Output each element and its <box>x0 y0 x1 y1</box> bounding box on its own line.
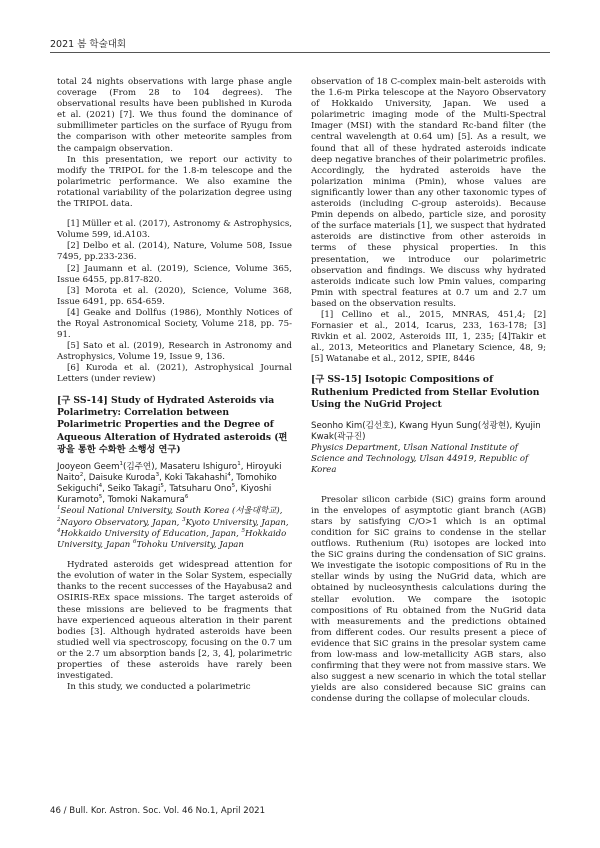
reference-2: [2] Delbo et al. (2014), Nature, Volume 508, Issue 7495, pp.233-236. <box>57 241 292 263</box>
header-rule <box>50 52 550 53</box>
author: Kiyoshi Kuramoto <box>57 483 272 506</box>
reference-5: [4] Geake and Dollfus (1986), Monthly Notices of the Royal Astronomical Society, Volume 218, pp. 75-91. <box>57 307 292 341</box>
affiliations-ss14: $^1$Seoul National University, South Korea (서울대학교), $^2$Nayoro Observatory, Japan, $^3$Kyoto University, Japan, $^4$Hokkaido University of Education, Japan, $^5$Hokkaido University, Japan $^6$Tohoku University, Japan <box>57 505 289 550</box>
references-ss14: [1] Cellino et al., 2015, MNRAS, 451,4; [2] Fornasier et al., 2014, Icarus, 233, 163-178; [3] Rivkin et al. 2002, Asteroids III, 1, 235; [4]Takir et al., 2013, Meteoritics and Planetary Science, 48, 9; [5] Watanabe et al., 2012, SPIE, 8446 <box>311 309 546 365</box>
reference-1: [1] Müller et al. (2017), Astronomy & Astrophysics, Volume 599, id.A103. <box>57 219 292 241</box>
author: Seiko Takagi <box>107 483 161 494</box>
reference-4: [3] Morota et al. (2020), Science, Volume 368, Issue 6491, pp. 654-659. <box>57 285 292 307</box>
abstract-continuation: observation of 18 C-complex main-belt asteroids with the 1.6-m Pirka telescope at the Nayoro Observatory of Hokkaido University, Japan. We used a polarimetric imaging mode of the Multi-Spectral Imager (MSI) with the standard Rc-band filter (the central wavelength at 0.64 um) [5]. As a result, we found that all of these hydrated asteroids indicate deep negative branches of their polarimetric profiles. Accordingly, the hydrated asteroids have the polarization minima (Pmin), whose values are significantly lower than any other taxonomic types of asteroids (including C-group asteroids). Because Pmin depends on albedo, particle size, and porosity of the surface materials [1], we suspect that hydrated asteroids are distinctive from other asteroids in terms of these physical properties. In this presentation, we introduce our polarimetric observation and findings. We discuss why hydrated asteroids indicate such low Pmin values, comparing Pmin with spectral features at 0.7 um and 2.7 um based on the observation results. <box>311 77 546 309</box>
right-column <box>311 77 546 705</box>
affiliation-ss15: Physics Department, Ulsan National Institute of Science and Technology, Ulsan 44919, Republic of Korea <box>311 443 529 476</box>
abstract-paragraph-2: In this study, we conducted a polarimetric <box>67 682 251 693</box>
author: Daisuke Kuroda <box>88 472 156 483</box>
intro-paragraph-1: total 24 nights observations with large phase angle coverage (From 28 to 104 degrees). The observational results have been published in Kuroda et al. (2021) [7]. We thus found the dominance of submillimeter particles on the surface of Ryugu from the comparison with other meteorite samples from the campaign observation. <box>57 77 292 154</box>
author: Hiroyuki Naito <box>57 461 282 483</box>
author: Tatsuharu Ono <box>169 483 232 494</box>
author: Koki Takahashi <box>164 472 228 483</box>
author-list-ss14: Jooyeon Geem$^1$(김주연), Masateru Ishiguro$^1$, Hiroyuki Naito$^2$, Daisuke Kuroda$^3$, Koki Takahashi$^4$, Tomohiko Sekiguchi$^4$, Seiko Takagi$^5$, Tatsuharu Ono$^5$, Kiyoshi Kuramoto$^5$, Tomoki Nakamura$^6$ <box>57 460 282 506</box>
running-header: 2021 봄 학술대회 <box>50 39 127 50</box>
author-list-ss15: Seonho Kim(김선호), Kwang Hyun Sung(성광현), Kyujin Kwak(곽규진) <box>311 420 541 442</box>
abstract-ss15: Presolar silicon carbide (SiC) grains form around in the envelopes of asymptotic giant branch (AGB) stars by satisfying C/O>1 which is an optimal condition for SiC grains to condense in the stellar outflows. Ruthenium (Ru) isotopes are locked into the SiC grains during the condensation of SiC grains. We investigate the isotopic compositions of Ru in the stellar winds by using the NuGrid data, which are obtained by nucleosynthesis calculations during the stellar evolution. We compare the isotopic compositions of Ru obtained from the NuGrid data with measurements and the predictions obtained from different codes. Our results present a piece of evidence that SiC grains in the presolar system came from low-mass and low-metallicity AGB stars, also confirming that they were not from massive stars. We also suggest a new scenario in which the total stellar yields are also considered because SiC grains can condense during the collapse of molecular clouds. <box>311 494 546 705</box>
author: Masateru Ishiguro <box>160 461 238 472</box>
section-title-ss14: [구 SS-14] Study of Hydrated Asteroids via Polarimetry: Correlation between Polarimetric Properties and the Degree of Aqueous Alteration of Hydrated asteroids (편광을 통한 수화한 소행성 연구) <box>57 394 288 456</box>
left-column <box>57 77 292 693</box>
reference-6: [5] Sato et al. (2019), Research in Astronomy and Astrophysics, Volume 19, Issue 9, 136. <box>57 341 292 363</box>
reference-7: [6] Kuroda et al. (2021), Astrophysical Journal Letters (under review) <box>57 363 292 385</box>
section-title-ss15: [구 SS-15] Isotopic Compositions of Ruthenium Predicted from Stellar Evolution Using the NuGrid Project <box>311 374 540 411</box>
page-footer: 46 / Bull. Kor. Astron. Soc. Vol. 46 No.1, April 2021 <box>50 806 266 816</box>
intro-paragraph-2: In this presentation, we report our activity to modify the TRIPOL for the 1.8-m telescope and the polarimetric performance. We also examine the rotational variability of the polarization degree using the TRIPOL data. <box>57 154 292 210</box>
abstract-paragraph-1: Hydrated asteroids get widespread attention for the evolution of water in the Solar System, especially thanks to the recent successes of the Hayabusa2 and OSIRIS-REx space missions. The target asteroids of these missions are believed to be fragments that have experienced aqueous alteration in their parent bodies [3]. Although hydrated asteroids have been studied well via spectroscopy, focusing on the 0.7 um or the 2.7 um absorption bands [2, 3, 4], polarimetric properties of these asteroids have rarely been investigated. <box>57 560 292 682</box>
author: Jooyeon Geem <box>57 461 120 472</box>
author: Tomoki Nakamura <box>107 495 185 506</box>
reference-3: [2] Jaumann et al. (2019), Science, Volume 365, Issue 6455, pp.817-820. <box>57 263 292 285</box>
author: Tomohiko Sekiguchi <box>57 472 277 494</box>
